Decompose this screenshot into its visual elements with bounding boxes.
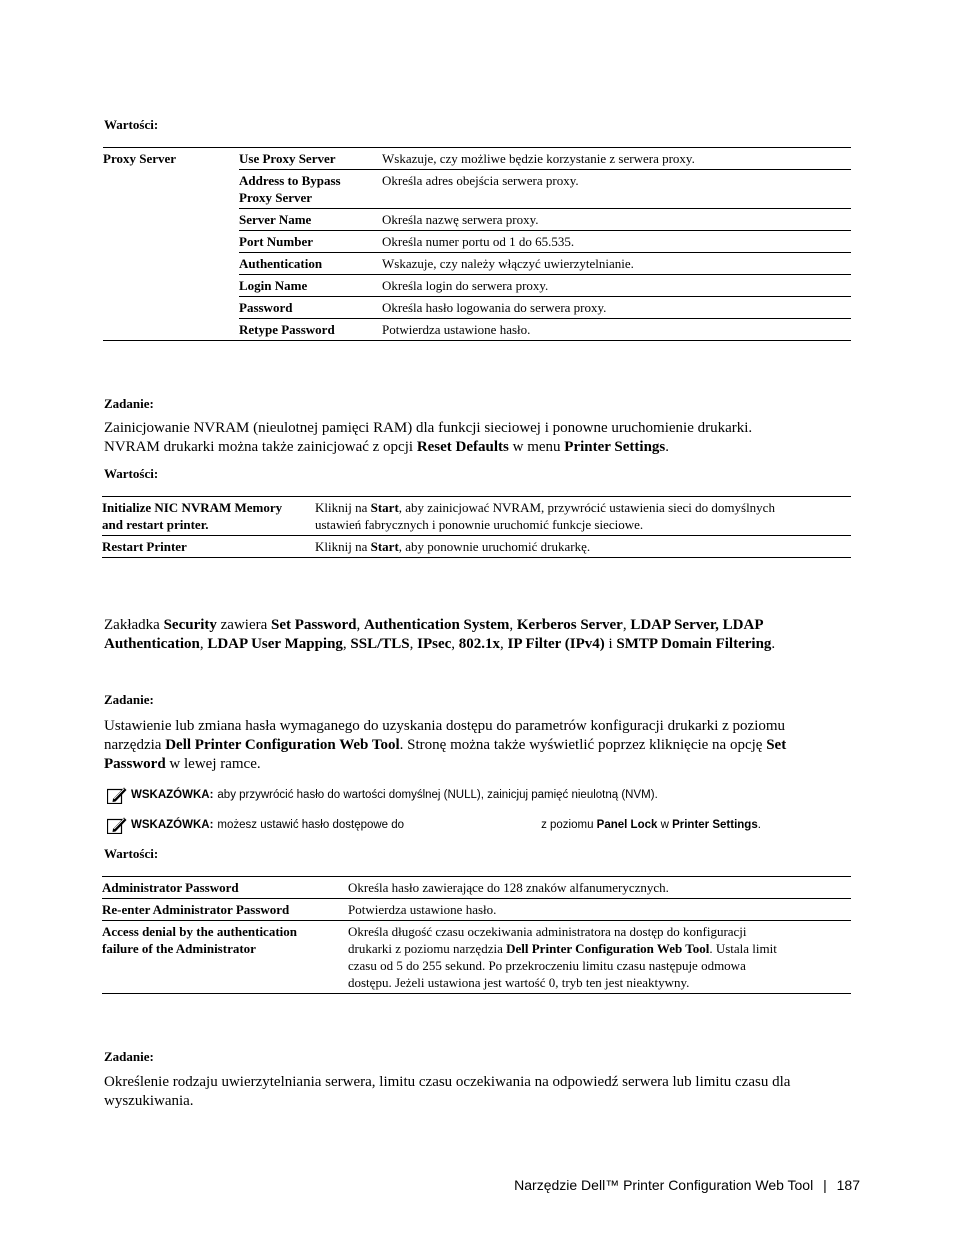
row-name: Port Number — [239, 231, 382, 253]
text-run: Kerberos Server — [516, 617, 623, 633]
text-run: Reset Defaults — [416, 439, 509, 455]
task-description-password — [104, 717, 884, 774]
text-run: z poziomu — [541, 819, 597, 831]
values-label-nvram: Wartości: — [104, 466, 159, 481]
text-run: Zakładka — [104, 617, 164, 633]
text-run: . — [771, 636, 776, 652]
table-row — [103, 209, 851, 231]
values-label-password: Wartości: — [104, 846, 159, 861]
row-desc: Wskazuje, czy należy włączyć uwierzytelnianie. — [382, 253, 851, 275]
row-name: Restart Printer — [102, 536, 315, 558]
text-run: , — [451, 636, 459, 652]
row-name: Authentication — [239, 253, 382, 275]
note-pencil-icon — [107, 786, 127, 804]
row-name: Retype Password — [239, 319, 382, 341]
text-run: Panel Lock — [596, 819, 658, 831]
text-run: Authentication — [104, 636, 200, 652]
task-line — [104, 736, 884, 755]
row-desc: Określa hasło zawierające do 128 znaków alfanumerycznych. — [348, 877, 851, 899]
table-row — [102, 899, 851, 921]
proxy-server-table — [103, 147, 851, 341]
row-name — [102, 921, 348, 994]
page-number: 187 — [836, 1177, 860, 1193]
row-name-line: Initialize NIC NVRAM Memory — [102, 500, 283, 515]
table-row — [103, 148, 851, 170]
row-name-line: Proxy Server — [239, 190, 313, 205]
text-run: i — [604, 636, 617, 652]
page-footer — [514, 1177, 860, 1193]
text-run: IP Filter (IPv4) — [507, 636, 605, 652]
row-name-line: Address to Bypass — [239, 173, 341, 188]
text-run: SSL/TLS — [350, 636, 410, 652]
note-label: WSKAZÓWKA: — [131, 789, 214, 801]
text-run: w lewej ramce. — [165, 756, 261, 772]
note-text: możesz ustawić hasło dostępowe do — [217, 819, 405, 831]
password-table — [102, 876, 851, 994]
text-run: , — [409, 636, 418, 652]
note-pencil-icon — [107, 816, 127, 834]
text-run: LDAP User Mapping — [207, 636, 343, 652]
text-run: w menu — [508, 439, 565, 455]
note-text — [541, 819, 761, 831]
row-name-line: and restart printer. — [102, 517, 209, 532]
text-run: SMTP Domain Filtering — [616, 636, 772, 652]
row-desc: Określa adres obejścia serwera proxy. — [382, 170, 851, 209]
text-run: , — [500, 636, 508, 652]
text-run: Start — [370, 539, 399, 554]
text-run: IPsec — [417, 636, 452, 652]
row-desc — [315, 497, 851, 536]
task-description-nvram — [104, 419, 884, 457]
text-run: Password — [104, 756, 166, 772]
row-name: Use Proxy Server — [239, 148, 382, 170]
text-run: ustawień fabrycznych i ponownie uruchomić funkcje sieciowe. — [315, 517, 644, 532]
row-desc — [348, 921, 851, 994]
row-name — [239, 170, 382, 209]
row-name: Re-enter Administrator Password — [102, 899, 348, 921]
text-run: Security — [163, 617, 217, 633]
row-name: Login Name — [239, 275, 382, 297]
text-run: czasu od 5 do 255 sekund. Po przekroczeniu limitu czasu następuje odmowa — [348, 958, 746, 973]
proxy-server-group: Proxy Server — [103, 148, 239, 170]
table-row — [102, 497, 851, 536]
text-run: 802.1x — [458, 636, 501, 652]
text-run: , — [356, 617, 364, 633]
table-row — [102, 877, 851, 899]
text-run: , — [622, 617, 631, 633]
table-row — [103, 253, 851, 275]
row-desc: Określa numer portu od 1 do 65.535. — [382, 231, 851, 253]
text-run: . Stronę można także wyświetlić poprzez kliknięcie na opcję — [399, 737, 767, 753]
text-run: Dell Printer Configuration Web Tool — [165, 737, 400, 753]
table-row — [103, 297, 851, 319]
text-run: narzędzia — [104, 737, 166, 753]
text-run: Kliknij na — [315, 500, 371, 515]
task-label-nvram: Zadanie: — [104, 396, 154, 411]
row-desc: Określa login do serwera proxy. — [382, 275, 851, 297]
text-run: Start — [370, 500, 399, 515]
footer-text: Narzędzie Dell™ Printer Configuration Web Tool — [514, 1177, 814, 1193]
text-run: drukarki z poziomu narzędzia — [348, 941, 507, 956]
security-intro — [104, 616, 864, 654]
row-name-line: failure of the Administrator — [102, 941, 256, 956]
table-row — [102, 536, 851, 558]
row-name: Server Name — [239, 209, 382, 231]
text-run: , aby zainicjować NVRAM, przywrócić ustawienia sieci do domyślnych — [398, 500, 775, 515]
text-run: , aby ponownie uruchomić drukarkę. — [398, 539, 591, 554]
task-description-auth — [104, 1073, 884, 1111]
text-run: Printer Settings — [564, 439, 666, 455]
table-row — [103, 231, 851, 253]
table-row — [102, 921, 851, 994]
text-run: Kliknij na — [315, 539, 371, 554]
note-panel-lock — [107, 816, 827, 834]
text-run: Dell Printer Configuration Web Tool — [506, 941, 710, 956]
task-label-auth: Zadanie: — [104, 1049, 154, 1064]
row-name: Administrator Password — [102, 877, 348, 899]
task-line: Określenie rodzaju uwierzytelniania serwera, limitu czasu oczekiwania na odpowiedź serwera lub limitu czasu dla — [104, 1074, 791, 1090]
row-desc: Wskazuje, czy możliwe będzie korzystanie z serwera proxy. — [382, 148, 851, 170]
text-run: . — [665, 439, 670, 455]
text-run: Set Password — [271, 617, 357, 633]
text-run: NVRAM drukarki można także zainicjować z opcji — [104, 439, 417, 455]
row-desc: Określa nazwę serwera proxy. — [382, 209, 851, 231]
values-label-proxy: Wartości: — [104, 117, 159, 132]
text-run: Określa długość czasu oczekiwania administratora na dostęp do konfiguracji — [348, 924, 747, 939]
text-run: , — [342, 636, 351, 652]
text-run: zawiera — [216, 617, 272, 633]
row-desc: Określa hasło logowania do serwera proxy. — [382, 297, 851, 319]
nvram-table — [102, 496, 851, 558]
text-run: . — [757, 819, 761, 831]
row-desc: Potwierdza ustawione hasło. — [382, 319, 851, 341]
task-line: wyszukiwania. — [104, 1093, 194, 1109]
note-text: aby przywrócić hasło do wartości domyślnej (NULL), zainicjuj pamięć nieulotną (NVM). — [217, 789, 658, 801]
text-run: , — [509, 617, 517, 633]
text-run: dostępu. Jeżeli ustawiona jest wartość 0, tryb ten jest nieaktywny. — [348, 975, 690, 990]
note-label: WSKAZÓWKA: — [131, 819, 214, 831]
text-run: Set — [766, 737, 787, 753]
text-run: . Ustala limit — [709, 941, 777, 956]
row-desc — [315, 536, 851, 558]
task-line — [104, 438, 884, 457]
text-run: , — [199, 636, 208, 652]
note-reset-password — [107, 786, 658, 804]
table-row — [103, 170, 851, 209]
task-label-password: Zadanie: — [104, 692, 154, 707]
footer-separator: | — [823, 1177, 827, 1193]
text-run: Authentication System — [363, 617, 510, 633]
row-name-line: Access denial by the authentication — [102, 924, 297, 939]
row-name: Password — [239, 297, 382, 319]
task-line: Zainicjowanie NVRAM (nieulotnej pamięci RAM) dla funkcji sieciowej i ponowne uruchomienie drukarki. — [104, 420, 753, 436]
table-row — [103, 275, 851, 297]
text-run: LDAP Server, LDAP — [630, 617, 764, 633]
row-name — [102, 497, 315, 536]
task-line — [104, 755, 884, 774]
text-run: Printer Settings — [672, 819, 758, 831]
text-run: w — [657, 819, 673, 831]
row-desc: Potwierdza ustawione hasło. — [348, 899, 851, 921]
task-line: Ustawienie lub zmiana hasła wymaganego do uzyskania dostępu do parametrów konfiguracji drukarki z poziomu — [104, 718, 786, 734]
table-row — [103, 319, 851, 341]
